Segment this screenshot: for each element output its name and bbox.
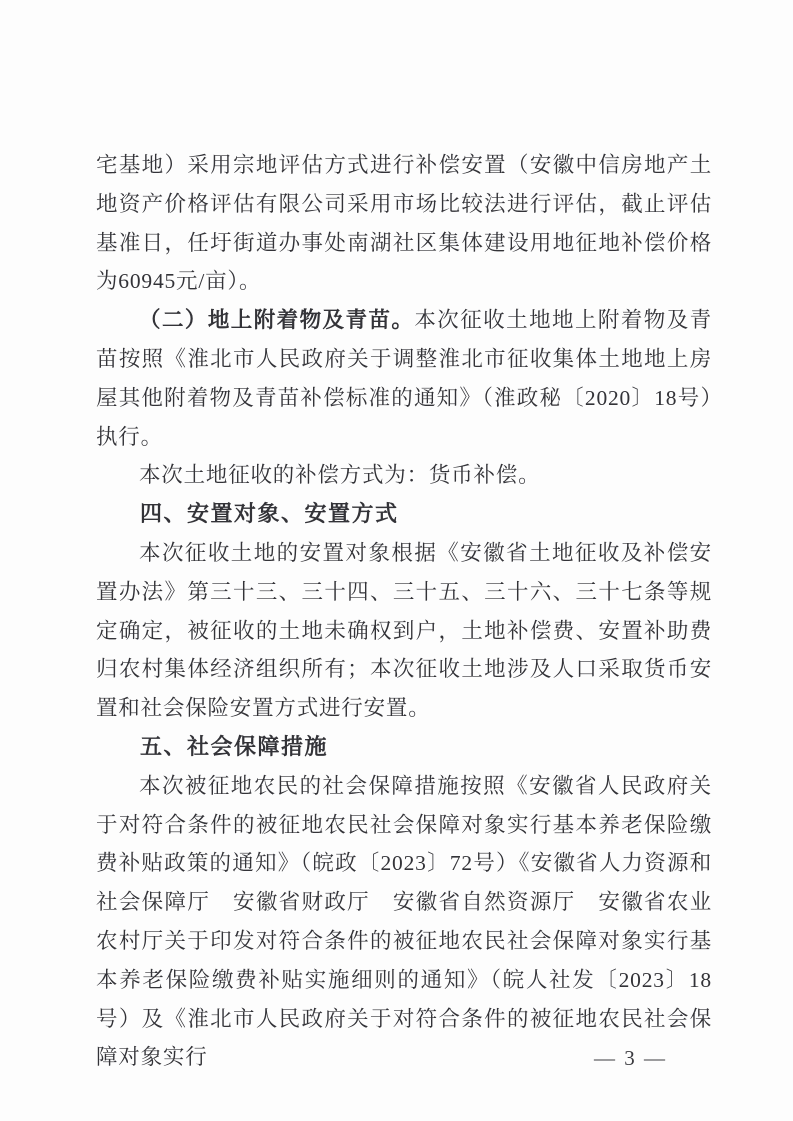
heading-section-4-resettlement: 四、安置对象、安置方式 [140, 501, 399, 527]
para-ground-attachments [96, 301, 712, 456]
para-compensation-method: 本次土地征收的补偿方式为：货币补偿。 [139, 463, 541, 488]
para-resettlement-targets: 本次征收土地的安置对象根据《安徽省土地征收及补偿安置办法》第三十三、三十四、三十五、三十六、三十七条等规定确定，被征收的土地未确权到户，土地补偿费、安置补助费归农村集体经济组织所有；本次征收土地涉及人口采取货币安置和社会保险安置方式进行安置。 [96, 540, 712, 721]
para-compensation-valuation: 宅基地）采用宗地评估方式进行补偿安置（安徽中信房地产土地资产价格评估有限公司采用市场比较法进行评估，截止评估基准日，任圩街道办事处南湖社区集体建设用地征地补偿价格为60945元/亩）。 [96, 153, 712, 294]
para-ground-attachments-rest: 本次征收土地地上附着物及青苗按照《淮北市人民政府关于调整淮北市征收集体土地地上房屋其他附着物及青苗补偿标准的通知》（淮政秘〔2020〕18号）执行。 [96, 308, 712, 449]
heading-section-5-social-security: 五、社会保障措施 [140, 733, 329, 759]
para-social-security-measures: 本次被征地农民的社会保障措施按照《安徽省人民政府关于对符合条件的被征地农民社会保障对象实行基本养老保险缴费补贴政策的通知》（皖政〔2023〕72号）《安徽省人力资源和社会保障厅 安徽省财政厅 安徽省自然资源厅 安徽省农业农村厅关于印发对符合条件的被征地农民社会保障对象实行基本养老保险缴费补贴实施细则的通知》（皖人社发〔2023〕18号）及《淮北市人民政府关于对符合条件的被征地农民社会保障对象实行 [96, 773, 712, 1070]
document-body [96, 146, 712, 1077]
page-number: — 3 — [594, 1046, 667, 1070]
para-ground-attachments-lead: （二）地上附着物及青苗。 [139, 308, 415, 333]
